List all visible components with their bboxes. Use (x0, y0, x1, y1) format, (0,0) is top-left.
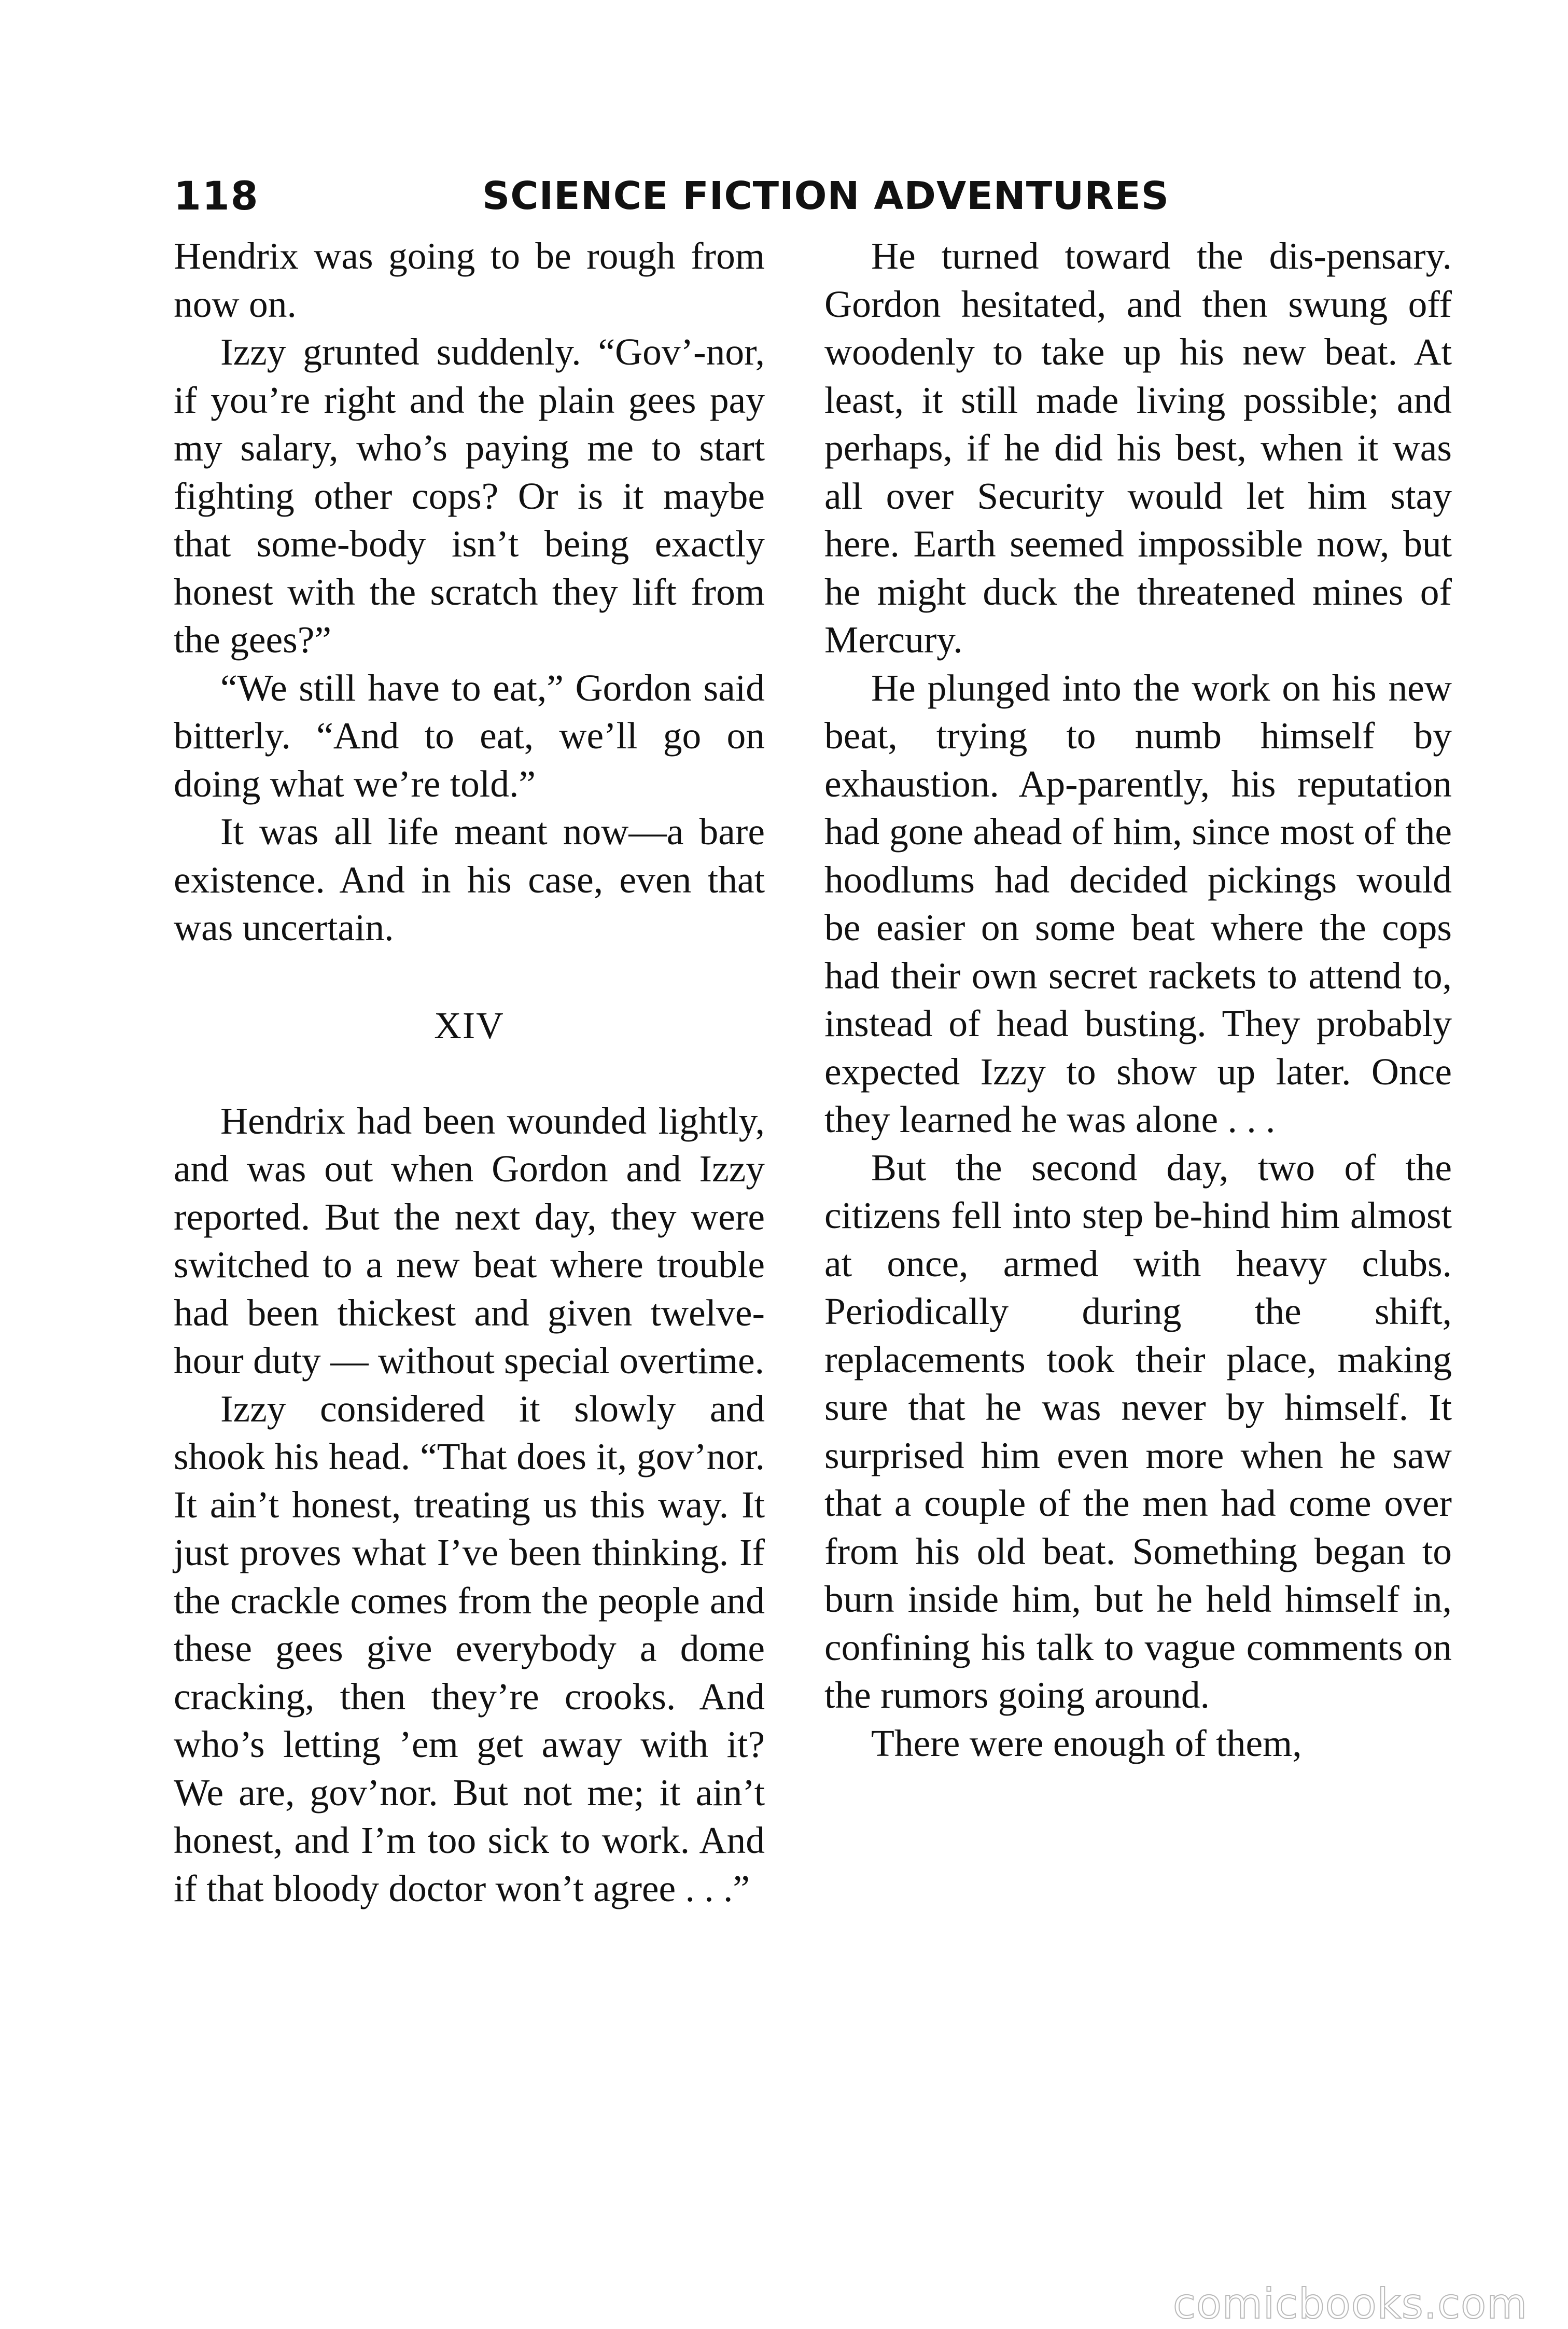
right-column (824, 232, 1452, 1767)
paragraph: Hendrix had been wounded lightly, and was out when Gordon and Izzy reported. But the next day, they were switched to a new beat where trouble had been thickest and given twelve-hour duty — without special overtime. (174, 1099, 765, 1382)
paragraph: Izzy grunted suddenly. “Gov’-nor, if you’re right and the plain gees pay my salary, who’s paying me to start fighting other cops? Or is it maybe that some-body isn’t being exactly honest with the scratch they lift from the gees?” (174, 331, 765, 661)
paragraph: There were enough of them, (871, 1722, 1302, 1764)
paragraph: But the second day, two of the citizens fell into step be-hind him almost at once, armed with heavy clubs. Periodically during the shift, replacements took their place, making sure that he was never by himself. It surprised him even more when he saw that a couple of the men had come over from his old beat. Something began to burn inside him, but he held himself in, confining his talk to vague comments on the rumors going around. (824, 1146, 1452, 1716)
paragraph: Hendrix was going to be rough from now on. (174, 235, 765, 325)
left-column (174, 232, 765, 1913)
running-title: SCIENCE FICTION ADVENTURES (482, 174, 1170, 218)
paragraph: It was all life meant now—a bare existence. And in his case, even that was uncertain. (174, 811, 765, 949)
paragraph: He plunged into the work on his new beat, trying to numb himself by exhaustion. Ap-parently, his reputation had gone ahead of him, since most of the hoodlums had decided pickings would be easier on some beat where the cops had their own secret rackets to attend to, instead of head busting. They probably expected Izzy to show up later. Once they learned he was alone . . . (824, 666, 1452, 1140)
watermark: comicbooks.com (1172, 2280, 1528, 2328)
paragraph: “We still have to eat,” Gordon said bitterly. “And to eat, we’ll go on doing what we’re told.” (174, 666, 765, 805)
paragraph: Izzy considered it slowly and shook his head. “That does it, gov’nor. It ain’t honest, treating us this way. It just proves what I’ve been thinking. If the crackle comes from the people and these gees give everybody a dome cracking, then they’re crooks. And who’s letting ’em get away with it? We are, gov’nor. But not me; it ain’t honest, and I’m too sick to work. And if that bloody doctor won’t agree . . .” (174, 1387, 765, 1909)
page-header (174, 170, 1170, 222)
chapter-heading: XIV (434, 1004, 505, 1047)
paragraph: He turned toward the dis-pensary. Gordon hesitated, and then swung off woodenly to take up his new beat. At least, it still made living possible; and perhaps, if he did his best, when it was all over Security would let him stay here. Earth seemed impossible now, but he might duck the threatened mines of Mercury. (824, 235, 1452, 661)
page-number: 118 (174, 173, 259, 219)
